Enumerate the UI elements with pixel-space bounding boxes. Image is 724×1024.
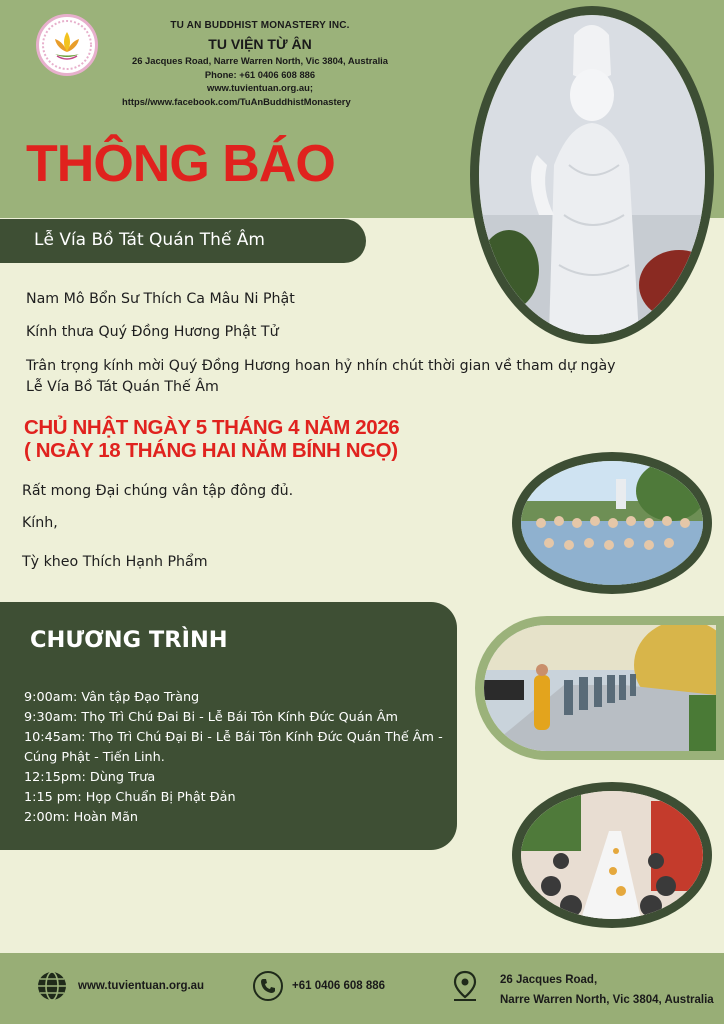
schedule-item: 1:15 pm: Họp Chuẩn Bị Phật Đản [24,790,236,805]
organization-website[interactable]: www.tuvientuan.org.au; [207,82,313,94]
procession-photo [475,616,724,760]
organization-facebook[interactable]: https//www.facebook.com/TuAnBuddhistMonastery [122,95,351,107]
schedule-item: 2:00m: Hoàn Mãn [24,810,139,825]
organization-header [100,20,420,108]
statue-photo [470,6,714,344]
group-photo [512,452,712,594]
schedule-item: 9:30am: Thọ Trì Chú Đai Bi - Lễ Bái Tôn Kính Đức Quán Âm [24,710,399,725]
phone-icon [252,970,284,1002]
page-title: THÔNG BÁO [26,135,335,193]
footer-phone[interactable]: +61 0406 608 886 [292,980,386,992]
schedule-item: 9:00am: Vân tập Đạo Tràng [24,690,200,705]
schedule-item: 12:15pm: Dùng Trưa [24,770,156,785]
footer-website[interactable]: www.tuvientuan.org.au [78,980,205,992]
footer-address [500,970,714,1010]
program-panel [0,602,457,850]
footer-address-line-1: 26 Jacques Road, [500,974,598,986]
greeting-line-2: Kính thưa Quý Đồng Hương Phật Tử [26,324,279,340]
program-title: CHƯƠNG TRÌNH [30,627,228,653]
greeting-line-3: Trân trọng kính mời Quý Đồng Hương hoan hỷ nhín chút thời gian về tham dự ngày Lễ Vía Bồ Tát Quán Thế Âm [26,358,616,395]
closing-line-2: Kính, [22,515,58,531]
event-name: Lễ Vía Bồ Tát Quán Thế Âm [34,230,265,250]
greeting-line-1: Nam Mô Bổn Sư Thích Ca Mâu Ni Phật [26,291,295,307]
schedule-item: 10:45am: Thọ Trì Chú Đại Bi - Lễ Bái Tôn Kính Đức Quán Thế Âm - Cúng Phật - Tiến Linh. [24,730,443,765]
event-name-banner [0,219,366,263]
event-date-line-2: ( NGÀY 18 THÁNG HAI NĂM BÍNH NGỌ) [24,439,398,462]
organization-name-vi: TU VIỆN TỪ ÂN [208,36,312,52]
closing-line-1: Rất mong Đại chúng vân tập đông đủ. [22,483,294,499]
dining-photo [512,782,712,928]
footer-address-line-2: Narre Warren North, Vic 3804, Australia [500,994,714,1006]
event-date-line-1: CHỦ NHẬT NGÀY 5 THÁNG 4 NĂM 2026 [24,416,400,439]
lotus-logo-icon [36,14,98,76]
organization-name-en: TU AN BUDDHIST MONASTERY INC. [170,20,350,31]
organization-phone: Phone: +61 0406 608 886 [204,68,316,80]
event-date [24,416,399,462]
globe-icon [36,970,68,1002]
signature: Tỳ kheo Thích Hạnh Phẩm [22,554,208,570]
location-pin-icon [452,970,478,1002]
organization-address: 26 Jacques Road, Narre Warren North, Vic 3804, Australia [131,55,388,66]
program-schedule [24,688,444,828]
